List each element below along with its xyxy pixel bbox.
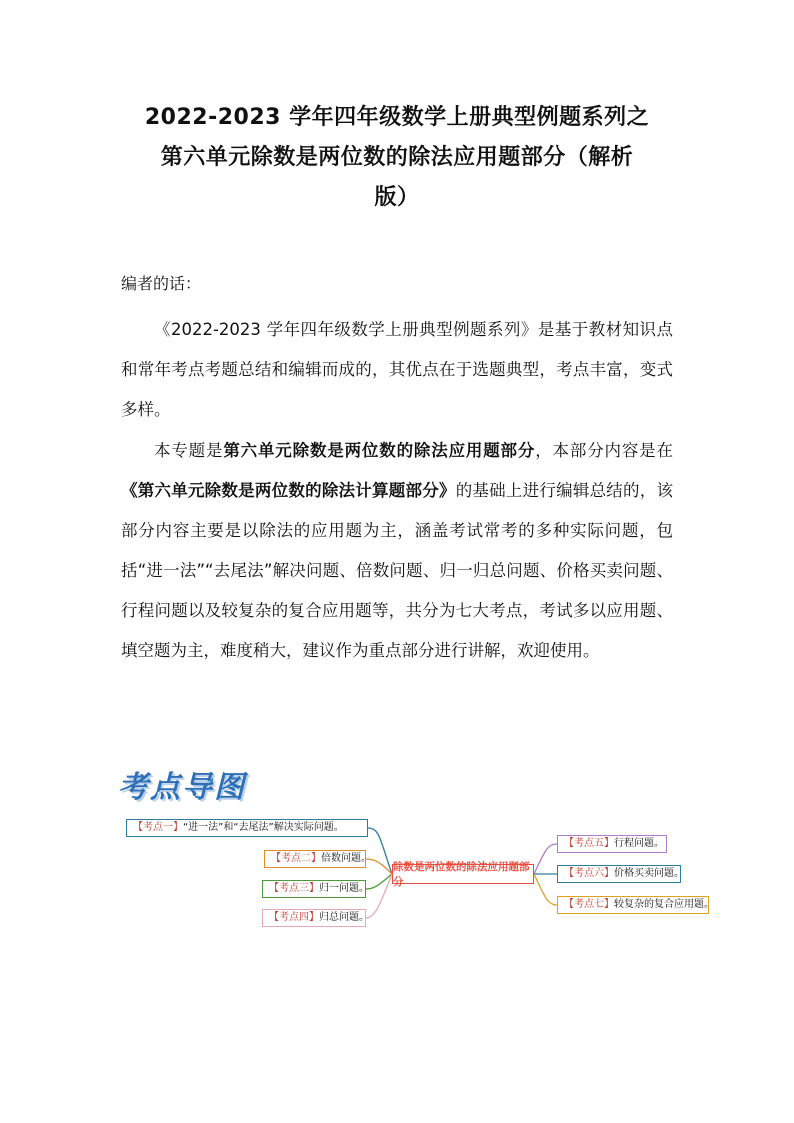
node-4-tag: 【考点四】	[269, 912, 319, 923]
connector-4	[366, 874, 392, 918]
p2-text-a: 本专题是	[154, 441, 224, 460]
node-3-text: 归一问题。	[319, 883, 369, 894]
title-line-3: 版）	[374, 185, 420, 210]
p2-bold-topic: 第六单元除数是两位数的除法应用题部分	[223, 441, 536, 460]
document-title	[120, 98, 674, 218]
connector-7	[534, 874, 557, 905]
node-6-tag: 【考点六】	[564, 868, 614, 879]
node-3-tag: 【考点三】	[269, 883, 319, 894]
node-1-text: “进一法”和“去尾法”解决实际问题。	[183, 822, 344, 833]
title-line-1: 2022-2023 学年四年级数学上册典型例题系列之	[144, 105, 650, 130]
connector-3	[366, 874, 392, 889]
connector-5	[534, 844, 557, 874]
title-line-2: 第六单元除数是两位数的除法应用题部分（解析	[160, 145, 634, 170]
mindmap-heading: 考点导图	[118, 770, 246, 805]
node-7-tag: 【考点七】	[564, 899, 614, 910]
node-2-text: 倍数问题。	[321, 853, 371, 864]
p2-text-c: ，本部分内容是在	[535, 441, 674, 460]
mindmap-node-1	[126, 819, 368, 837]
connector-1	[368, 828, 392, 874]
mindmap-node-7	[557, 896, 714, 914]
mindmap-node-6	[557, 865, 684, 883]
node-4-text: 归总问题。	[319, 912, 369, 923]
mindmap-node-5	[557, 835, 667, 853]
node-7-text: 较复杂的复合应用题。	[614, 899, 714, 910]
node-5-text: 行程问题。	[614, 838, 664, 849]
node-5-tag: 【考点五】	[564, 838, 614, 849]
preface-label: 编者的话：	[121, 274, 202, 293]
mindmap-node-4	[262, 909, 369, 927]
p2-bold-reference: 《第六单元除数是两位数的除法计算题部分》	[121, 481, 456, 500]
node-1-tag: 【考点一】	[133, 822, 183, 833]
preface-paragraph-2	[121, 431, 673, 671]
mindmap-node-2	[264, 850, 371, 868]
mindmap-center-node: 除数是两位数的除法应用题部分	[392, 864, 534, 884]
preface-paragraph-1: 《2022-2023 学年四年级数学上册典型例题系列》是基于教材知识点和常年考点考题总结和编辑而成的，其优点在于选题典型，考点丰富，变式多样。	[121, 320, 673, 419]
p2-text-e: 的基础上进行编辑总结的，该部分内容主要是以除法的应用题为主，涵盖考试常考的多种实际问题，包括“进一法”“去尾法”解决问题、倍数问题、归一归总问题、价格买卖问题、行程问题以及较复杂的复合应用题等，共分为七大考点，考试多以应用题、填空题为主，难度稍大，建议作为重点部分进行讲解，欢迎使用。	[121, 481, 673, 660]
node-2-tag: 【考点二】	[271, 853, 321, 864]
mindmap-node-3	[262, 880, 369, 898]
node-6-text: 价格买卖问题。	[614, 868, 684, 879]
